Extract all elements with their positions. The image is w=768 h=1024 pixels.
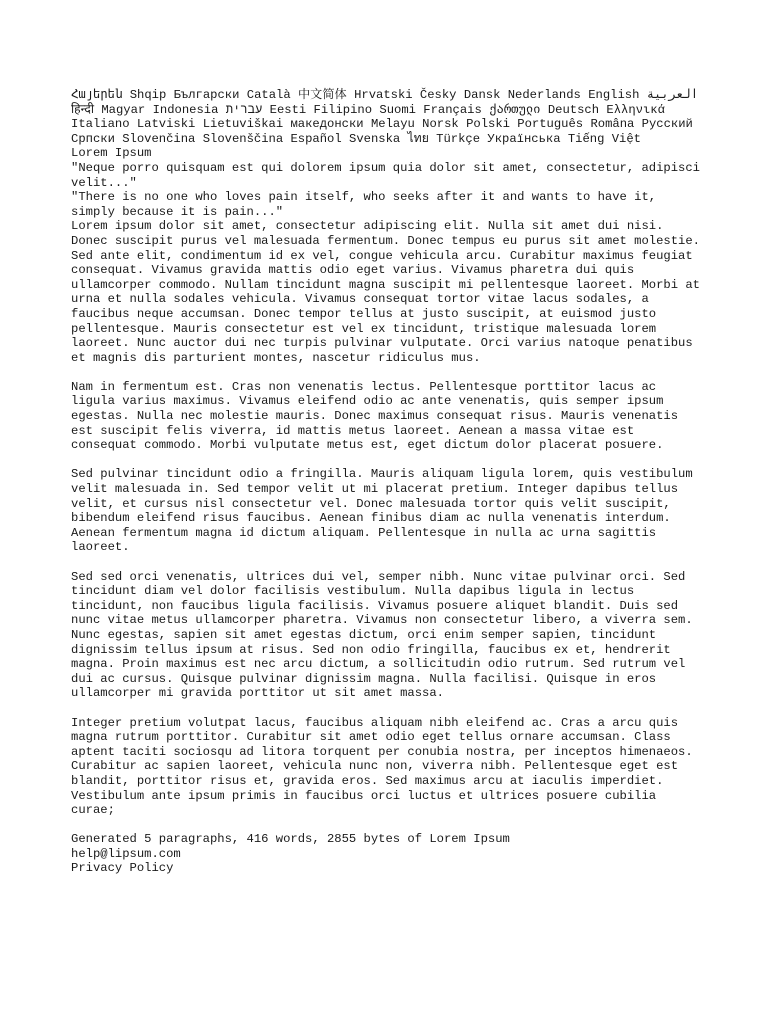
contact-email-link[interactable]: [71, 847, 705, 862]
language-link[interactable]: Norsk: [422, 117, 459, 132]
language-link[interactable]: Português: [517, 117, 584, 132]
language-link[interactable]: Български: [173, 88, 240, 102]
language-link[interactable]: Ελληνικά: [606, 102, 665, 117]
language-link[interactable]: Nederlands: [507, 88, 581, 102]
lorem-paragraph: Sed pulvinar tincidunt odio a fringilla. Mauris aliquam ligula lorem, quis vestibulum velit malesuada in. Sed tempor velit ut mi placerat pretium. Integer dapibus tellus velit, et cursus nisl consectetur vel. Donec malesuada tortor quis velit suscipit, bibendum eleifend risus faucibus. Aenean finibus diam ac nulla venenatis interdum. Aenean fermentum magna id dictum aliquam. Pellentesque in nulla ac urna sagittis laoreet.: [71, 467, 693, 555]
language-link[interactable]: Magyar: [101, 102, 146, 117]
language-link[interactable]: македонски: [290, 117, 364, 132]
language-link[interactable]: English: [588, 88, 640, 102]
language-link[interactable]: Česky: [419, 88, 457, 102]
language-links: [71, 88, 705, 146]
language-link[interactable]: Româna: [590, 117, 635, 132]
language-link[interactable]: Türkçe: [436, 131, 481, 146]
language-link[interactable]: Español: [290, 131, 342, 146]
language-link[interactable]: Hrvatski: [354, 88, 413, 102]
generation-summary: Generated 5 paragraphs, 416 words, 2855 bytes of Lorem Ipsum: [71, 832, 510, 847]
email-link[interactable]: help@lipsum.com: [71, 846, 181, 861]
language-link[interactable]: Català: [246, 88, 291, 102]
language-link[interactable]: Lietuviškai: [202, 117, 284, 132]
language-link[interactable]: Dansk: [463, 88, 501, 102]
language-link[interactable]: Polski: [466, 117, 510, 132]
privacy-policy[interactable]: [71, 861, 705, 876]
lorem-paragraph: Nam in fermentum est. Cras non venenatis lectus. Pellentesque porttitor lacus ac ligula varius maximus. Vivamus eleifend odio ac ante venenatis, quis semper ipsum egestas. Nulla nec molestie mauris. Donec maximus consequat risus. Mauris venenatis est suscipit felis viverra, id mattis metus laoreet. Aenean a massa vitae est consequat commodo. Morbi vulputate metus est, eget dictum dolor placerat posuere.: [71, 379, 679, 453]
quote-english: "There is no one who loves pain itself, who seeks after it and wants to have it, simply because it is pain...": [71, 190, 657, 219]
lorem-paragraph: Integer pretium volutpat lacus, faucibus aliquam nibh eleifend ac. Cras a arcu quis magna rutrum porttitor. Curabitur sit amet odio eget tellus ornare accumsan. Class aptent taciti sociosqu ad litora torquent per conubia nostra, per inceptos himenaeos. Curabitur ac sapien laoreet, vehicula nunc non, viverra nibh. Pellentesque eget est blandit, porttitor risus et, gravida eros. Sed maximus arcu at iaculis imperdiet. Vestibulum ante ipsum primis in faucibus orci luctus et ultrices posuere cubilia curae;: [71, 715, 693, 818]
language-link[interactable]: Melayu: [370, 117, 415, 132]
language-link[interactable]: Slovenčina: [122, 131, 196, 146]
language-link[interactable]: Tiếng Việt: [567, 131, 641, 146]
language-link[interactable]: Latviski: [136, 117, 196, 132]
language-link[interactable]: 中文简体: [297, 88, 347, 102]
language-link[interactable]: Հայերեն: [71, 88, 123, 102]
language-link[interactable]: हिन्दी: [71, 102, 95, 117]
language-link[interactable]: Italiano: [71, 117, 130, 132]
lorem-paragraph: Sed sed orci venenatis, ultrices dui vel, semper nibh. Nunc vitae pulvinar orci. Sed tincidunt diam vel dolor facilisis vestibulum. Nulla dapibus ligula in lectus tincidunt, non faucibus ligula facilisis. Vivamus posuere aliquet blandit. Duis sed nunc vitae metus ullamcorper pharetra. Vivamus non consectetur libero, a viverra sem. Nunc egestas, sapien sit amet egestas dictum, orci enim semper sapien, tincidunt dignissim tellus ipsum at risus. Sed non odio fringilla, faucibus ex et, hendrerit magna. Proin maximus est nec arcu dictum, a sollicitudin odio rutrum. Sed rutrum vel dui ac cursus. Quisque pulvinar dignissim magna. Nulla facilisi. Quisque in eros ullamcorper mi gravida porttitor ut sit amet massa.: [71, 569, 693, 701]
privacy-policy-link[interactable]: Privacy Policy: [71, 861, 174, 876]
language-link[interactable]: Русский: [641, 117, 693, 132]
language-link[interactable]: ქართული: [489, 102, 541, 117]
language-link[interactable]: العربية: [646, 88, 699, 102]
language-link[interactable]: Filipino: [313, 102, 373, 117]
language-link[interactable]: Suomi: [379, 102, 416, 117]
lorem-ipsum-page: [71, 88, 705, 876]
language-link[interactable]: Deutsch: [547, 102, 600, 117]
language-link[interactable]: Indonesia: [152, 102, 219, 117]
language-link[interactable]: עברית: [225, 102, 263, 117]
language-link[interactable]: Français: [423, 102, 482, 117]
quote-latin: "Neque porro quisquam est qui dolorem ipsum quia dolor sit amet, consectetur, adipisci velit...": [71, 160, 700, 190]
language-link[interactable]: Slovenščina: [202, 131, 284, 146]
language-link[interactable]: Українська: [487, 131, 561, 146]
page-heading: Lorem Ipsum: [71, 146, 152, 161]
language-link[interactable]: Српски: [71, 131, 115, 146]
language-link[interactable]: Shqip: [129, 88, 167, 102]
language-link[interactable]: Eesti: [269, 102, 307, 117]
lorem-paragraph: Lorem ipsum dolor sit amet, consectetur adipiscing elit. Nulla sit amet dui nisi. Donec suscipit purus vel malesuada fermentum. Donec tempus eu purus sit amet molestie. Sed ante elit, condimentum id ex vel, congue vehicula arcu. Curabitur maximus feugiat consequat. Vivamus gravida mattis odio eget varius. Vivamus pharetra dui quis ullamcorper commodo. Nullam tincidunt magna suscipit mi pellentesque laoreet. Morbi at urna et nulla sodales vehicula. Vivamus consequat tortor vitae lacus sodales, a faucibus neque accumsan. Donec tempor tellus at justo suscipit, at euismod justo pellentesque. Mauris consectetur est vel ex tincidunt, tristique malesuada lorem laoreet. Nunc auctor dui nec turpis pulvinar vulputate. Orci varius natoque penatibus et magnis dis parturient montes, nascetur ridiculus mus.: [71, 219, 700, 365]
language-link[interactable]: ไทย: [407, 131, 429, 146]
language-link[interactable]: Svenska: [349, 131, 401, 146]
